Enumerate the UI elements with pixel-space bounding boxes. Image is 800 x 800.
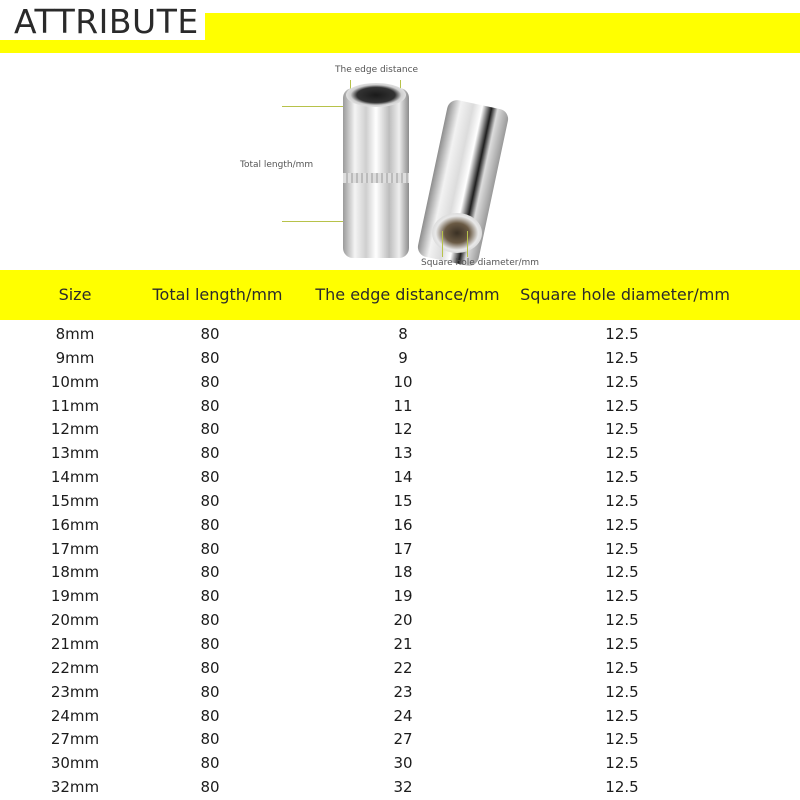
cell-size: 30mm (50, 754, 100, 773)
cell-square-hole: 12.5 (605, 682, 639, 701)
cell-square-hole: 12.5 (605, 634, 639, 653)
cell-total-length: 80 (200, 515, 220, 534)
leader-line (442, 231, 443, 257)
table-row (0, 704, 800, 728)
cell-size: 13mm (50, 444, 100, 463)
cell-size: 20mm (50, 611, 100, 630)
cell-size: 23mm (50, 682, 100, 701)
table-row (0, 370, 800, 394)
cell-square-hole: 12.5 (605, 730, 639, 749)
cell-total-length: 80 (200, 778, 220, 797)
cell-edge-distance: 11 (393, 396, 413, 415)
cell-square-hole: 12.5 (605, 539, 639, 558)
cell-total-length: 80 (200, 396, 220, 415)
cell-square-hole: 12.5 (605, 444, 639, 463)
cell-square-hole: 12.5 (605, 754, 639, 773)
cell-size: 15mm (50, 491, 100, 510)
table-row (0, 560, 800, 584)
table-row (0, 394, 800, 418)
table-row (0, 537, 800, 561)
cell-total-length: 80 (200, 444, 220, 463)
cell-edge-distance: 19 (393, 587, 413, 606)
cell-square-hole: 12.5 (605, 611, 639, 630)
cell-edge-distance: 24 (393, 706, 413, 725)
cell-edge-distance: 17 (393, 539, 413, 558)
column-header-size: Size (58, 285, 92, 304)
page-title: ATTRIBUTE (14, 2, 199, 41)
cell-square-hole: 12.5 (605, 778, 639, 797)
label-total-length: Total length/mm (240, 160, 314, 170)
cell-total-length: 80 (200, 754, 220, 773)
cell-edge-distance: 12 (393, 420, 413, 439)
cell-size: 10mm (50, 372, 100, 391)
cell-square-hole: 12.5 (605, 372, 639, 391)
leader-line (282, 221, 347, 222)
socket-square-hole (432, 213, 482, 253)
cell-edge-distance: 22 (393, 658, 413, 677)
label-edge-distance: The edge distance (335, 65, 419, 75)
table-row (0, 465, 800, 489)
table-row (0, 441, 800, 465)
cell-square-hole: 12.5 (605, 587, 639, 606)
cell-total-length: 80 (200, 491, 220, 510)
column-header-square-hole: Square hole diameter/mm (520, 285, 730, 304)
cell-size: 9mm (55, 348, 95, 367)
cell-edge-distance: 15 (393, 491, 413, 510)
cell-square-hole: 12.5 (605, 396, 639, 415)
cell-total-length: 80 (200, 420, 220, 439)
table-row (0, 513, 800, 537)
cell-total-length: 80 (200, 348, 220, 367)
cell-size: 16mm (50, 515, 100, 534)
cell-size: 11mm (50, 396, 100, 415)
table-row (0, 584, 800, 608)
cell-size: 27mm (50, 730, 100, 749)
cell-total-length: 80 (200, 611, 220, 630)
socket-knurl (343, 173, 409, 183)
cell-edge-distance: 20 (393, 611, 413, 630)
cell-edge-distance: 9 (398, 348, 408, 367)
cell-edge-distance: 30 (393, 754, 413, 773)
cell-size: 21mm (50, 634, 100, 653)
leader-line (282, 106, 347, 107)
cell-edge-distance: 21 (393, 634, 413, 653)
cell-square-hole: 12.5 (605, 658, 639, 677)
table-body (0, 322, 800, 799)
cell-edge-distance: 10 (393, 372, 413, 391)
cell-size: 17mm (50, 539, 100, 558)
cell-edge-distance: 23 (393, 682, 413, 701)
cell-square-hole: 12.5 (605, 491, 639, 510)
table-row (0, 680, 800, 704)
cell-total-length: 80 (200, 539, 220, 558)
leader-line (467, 231, 468, 257)
table-row (0, 322, 800, 346)
cell-edge-distance: 8 (398, 325, 408, 343)
column-header-edge-distance: The edge distance/mm (315, 285, 500, 304)
table-header (0, 270, 800, 320)
table-row (0, 608, 800, 632)
cell-total-length: 80 (200, 706, 220, 725)
cell-size: 12mm (50, 420, 100, 439)
cell-square-hole: 12.5 (605, 420, 639, 439)
cell-square-hole: 12.5 (605, 563, 639, 582)
cell-edge-distance: 14 (393, 468, 413, 487)
table-row (0, 417, 800, 441)
cell-edge-distance: 16 (393, 515, 413, 534)
cell-size: 8mm (55, 325, 95, 343)
product-figure (0, 53, 800, 270)
cell-square-hole: 12.5 (605, 706, 639, 725)
cell-size: 18mm (50, 563, 100, 582)
cell-total-length: 80 (200, 682, 220, 701)
cell-square-hole: 12.5 (605, 348, 639, 367)
column-header-total-length: Total length/mm (152, 285, 283, 304)
table-row (0, 656, 800, 680)
cell-total-length: 80 (200, 372, 220, 391)
table-row (0, 751, 800, 775)
cell-edge-distance: 18 (393, 563, 413, 582)
cell-square-hole: 12.5 (605, 515, 639, 534)
cell-total-length: 80 (200, 634, 220, 653)
cell-size: 32mm (50, 778, 100, 797)
table-row (0, 346, 800, 370)
cell-size: 24mm (50, 706, 100, 725)
cell-size: 14mm (50, 468, 100, 487)
cell-edge-distance: 32 (393, 778, 413, 797)
table-row (0, 489, 800, 513)
cell-square-hole: 12.5 (605, 468, 639, 487)
label-square-hole: Square hole diameter/mm (421, 258, 540, 268)
cell-edge-distance: 13 (393, 444, 413, 463)
cell-total-length: 80 (200, 587, 220, 606)
cell-total-length: 80 (200, 468, 220, 487)
table-row (0, 727, 800, 751)
cell-square-hole: 12.5 (605, 325, 639, 343)
cell-edge-distance: 27 (393, 730, 413, 749)
cell-total-length: 80 (200, 325, 220, 343)
cell-total-length: 80 (200, 658, 220, 677)
table-row (0, 632, 800, 656)
cell-total-length: 80 (200, 730, 220, 749)
table-row (0, 775, 800, 799)
cell-total-length: 80 (200, 563, 220, 582)
banner-yellow-strip (0, 40, 800, 53)
cell-size: 19mm (50, 587, 100, 606)
socket-hex-opening (346, 83, 406, 107)
cell-size: 22mm (50, 658, 100, 677)
